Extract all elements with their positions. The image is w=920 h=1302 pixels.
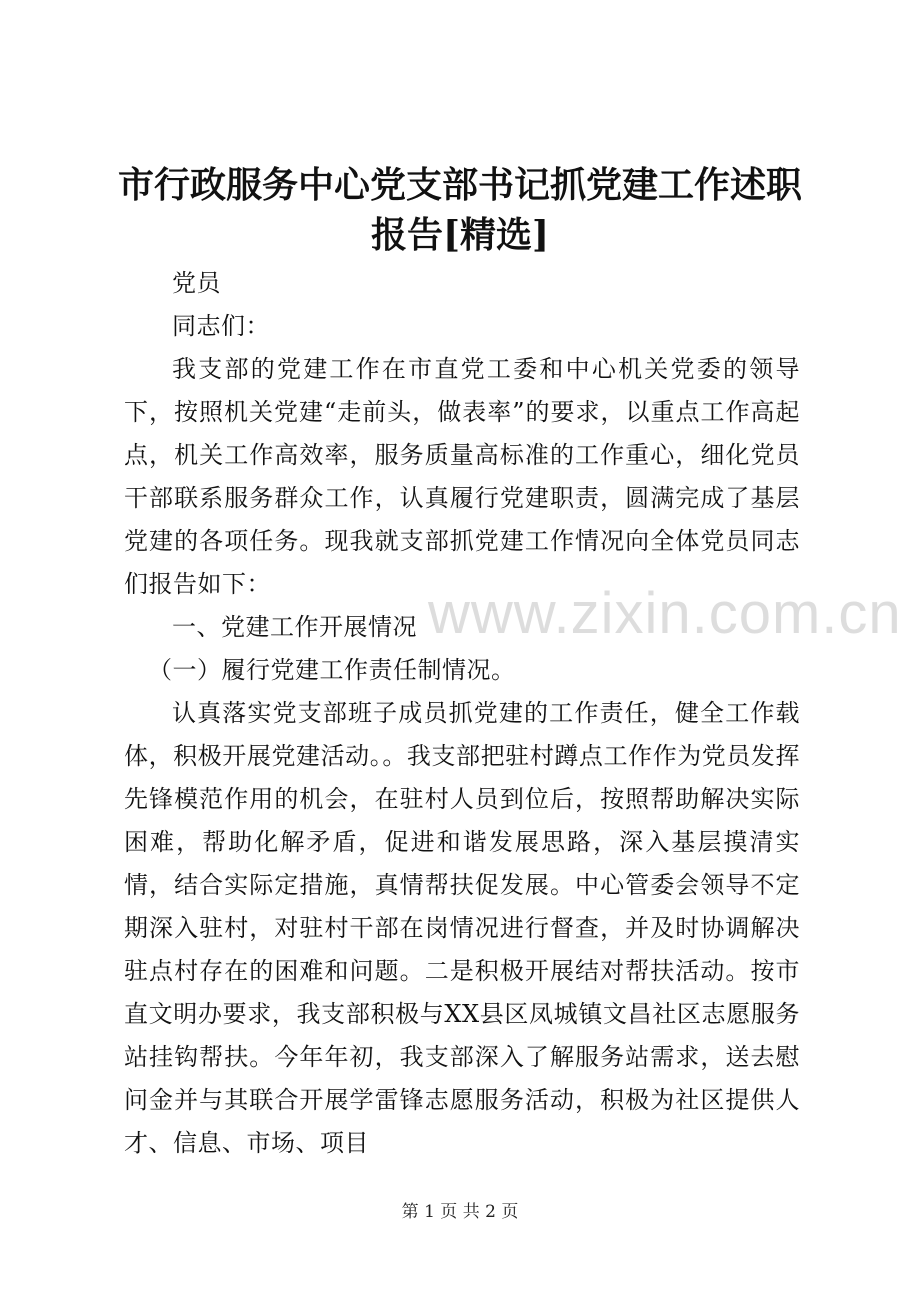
paragraph-salutation-1: 党员 [172,269,221,297]
page-footer: 第 1 页 共 2 页 [401,1202,519,1222]
section-heading: 一、党建工作开展情况 [172,613,417,641]
paragraph-body: 认真落实党支部班子成员抓党建的工作责任，健全工作载体，积极开展党建活动。。我支部把驻村蹲点工作作为党员发挥先锋模范作用的机会，在驻村人员到位后，按照帮助解决实际困难，帮助化解矛盾，促进和谐发展思路，深入基层摸清实情，结合实际定措施，真情帮扶促发展。中心管委会领导不定期深入驻村，对驻村干部在岗情况进行督查，并及时协调解决驻点村存在的困难和问题。二是积极开展结对帮扶活动。按市直文明办要求，我支部积极与XX县区凤城镇文昌社区志愿服务站挂钩帮扶。今年年初，我支部深入了解服务站需求，送去慰问金并与其联合开展学雷锋志愿服务活动，积极为社区提供人才、信息、市场、项目 [124,699,800,1157]
paragraph-salutation-2: 同志们： [172,312,270,340]
paragraph-intro: 我支部的党建工作在市直党工委和中心机关党委的领导下，按照机关党建“走前头，做表率”的要求，以重点工作高起点，机关工作高效率，服务质量高标准的工作重心，细化党员干部联系服务群众工作，认真履行党建职责，圆满完成了基层党建的各项任务。现我就支部抓党建工作情况向全体党员同志们报告如下： [124,355,800,598]
document-title: 市行政服务中心党支部书记抓党建工作述职报告[精选] [117,164,802,256]
subsection-heading: （一）履行党建工作责任制情况。 [148,656,516,684]
document-body [124,262,800,1165]
watermark-text: www.zixin.com.cn [428,581,902,646]
